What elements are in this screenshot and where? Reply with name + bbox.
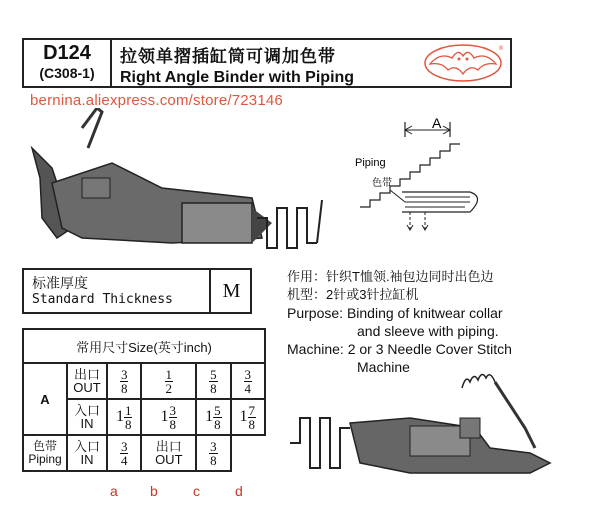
- model-code-cell: [24, 40, 112, 86]
- binder-illustration-2: [290, 368, 565, 478]
- column-letter-a: a: [110, 483, 118, 499]
- thickness-label-cn: 标准厚度: [32, 275, 88, 291]
- store-url[interactable]: bernina.aliexpress.com/store/723146: [30, 92, 283, 109]
- binder-illustration: [22, 108, 332, 256]
- column-letter-c: c: [193, 483, 200, 499]
- in-value-a: 1 $\frac{1}{8}$: [107, 399, 141, 435]
- model-subcode: (C308-1): [39, 65, 95, 81]
- header-box: [22, 38, 512, 88]
- purpose-cn: 作用：针织T恤领.袖包边同时出色边: [287, 269, 494, 284]
- in-label: 入口 IN: [67, 399, 107, 435]
- piping-in-value: $\frac{3}{4}$: [107, 435, 141, 471]
- in-value-d: 1 $\frac{7}{8}$: [231, 399, 265, 435]
- piping-label: Piping: [355, 157, 386, 169]
- machine-en: Machine: 2 or 3 Needle Cover Stitch: [287, 341, 512, 357]
- row-a-label: A: [23, 363, 67, 435]
- piping-out-label: 出口 OUT: [141, 435, 196, 471]
- piping-in-label: 入口 IN: [67, 435, 107, 471]
- column-letter-b: b: [150, 483, 158, 499]
- out-label: 出口 OUT: [67, 363, 107, 399]
- model-code: D124: [43, 42, 91, 64]
- title-chinese: 拉领单摺插缸筒可调加色带: [120, 47, 336, 66]
- size-table: [22, 328, 266, 472]
- piping-diagram: [350, 112, 570, 252]
- standard-thickness-box: [22, 268, 252, 314]
- dimension-label: A: [432, 115, 442, 131]
- machine-cn: 机型：2针或3针拉缸机: [287, 287, 419, 302]
- in-value-c: 1 $\frac{5}{8}$: [196, 399, 230, 435]
- purpose-en: Purpose: Binding of knitwear collar: [287, 305, 503, 321]
- piping-out-value: $\frac{3}{8}$: [196, 435, 230, 471]
- column-letter-d: d: [235, 483, 243, 499]
- thickness-value: M: [209, 270, 252, 312]
- color-band-label: 色带: [372, 178, 392, 189]
- machine-en-cont: Machine: [357, 359, 410, 375]
- piping-row-label: 色带Piping: [23, 435, 67, 471]
- size-table-title: 常用尺寸Size(英寸inch): [23, 329, 265, 363]
- purpose-block: [287, 268, 512, 376]
- out-value-a: $\frac{3}{8}$: [107, 363, 141, 399]
- out-value-b: $\frac{1}{2}$: [141, 363, 196, 399]
- title-cell: [120, 42, 354, 87]
- purpose-en-cont: and sleeve with piping.: [357, 323, 499, 339]
- title-english: Right Angle Binder with Piping: [120, 69, 355, 86]
- out-value-d: $\frac{3}{4}$: [231, 363, 265, 399]
- in-value-b: 1 $\frac{3}{8}$: [141, 399, 196, 435]
- thickness-label-en: Standard Thickness: [32, 292, 173, 307]
- bat-logo-icon: [422, 42, 504, 84]
- out-value-c: $\frac{5}{8}$: [196, 363, 230, 399]
- svg-text:®: ®: [498, 45, 504, 52]
